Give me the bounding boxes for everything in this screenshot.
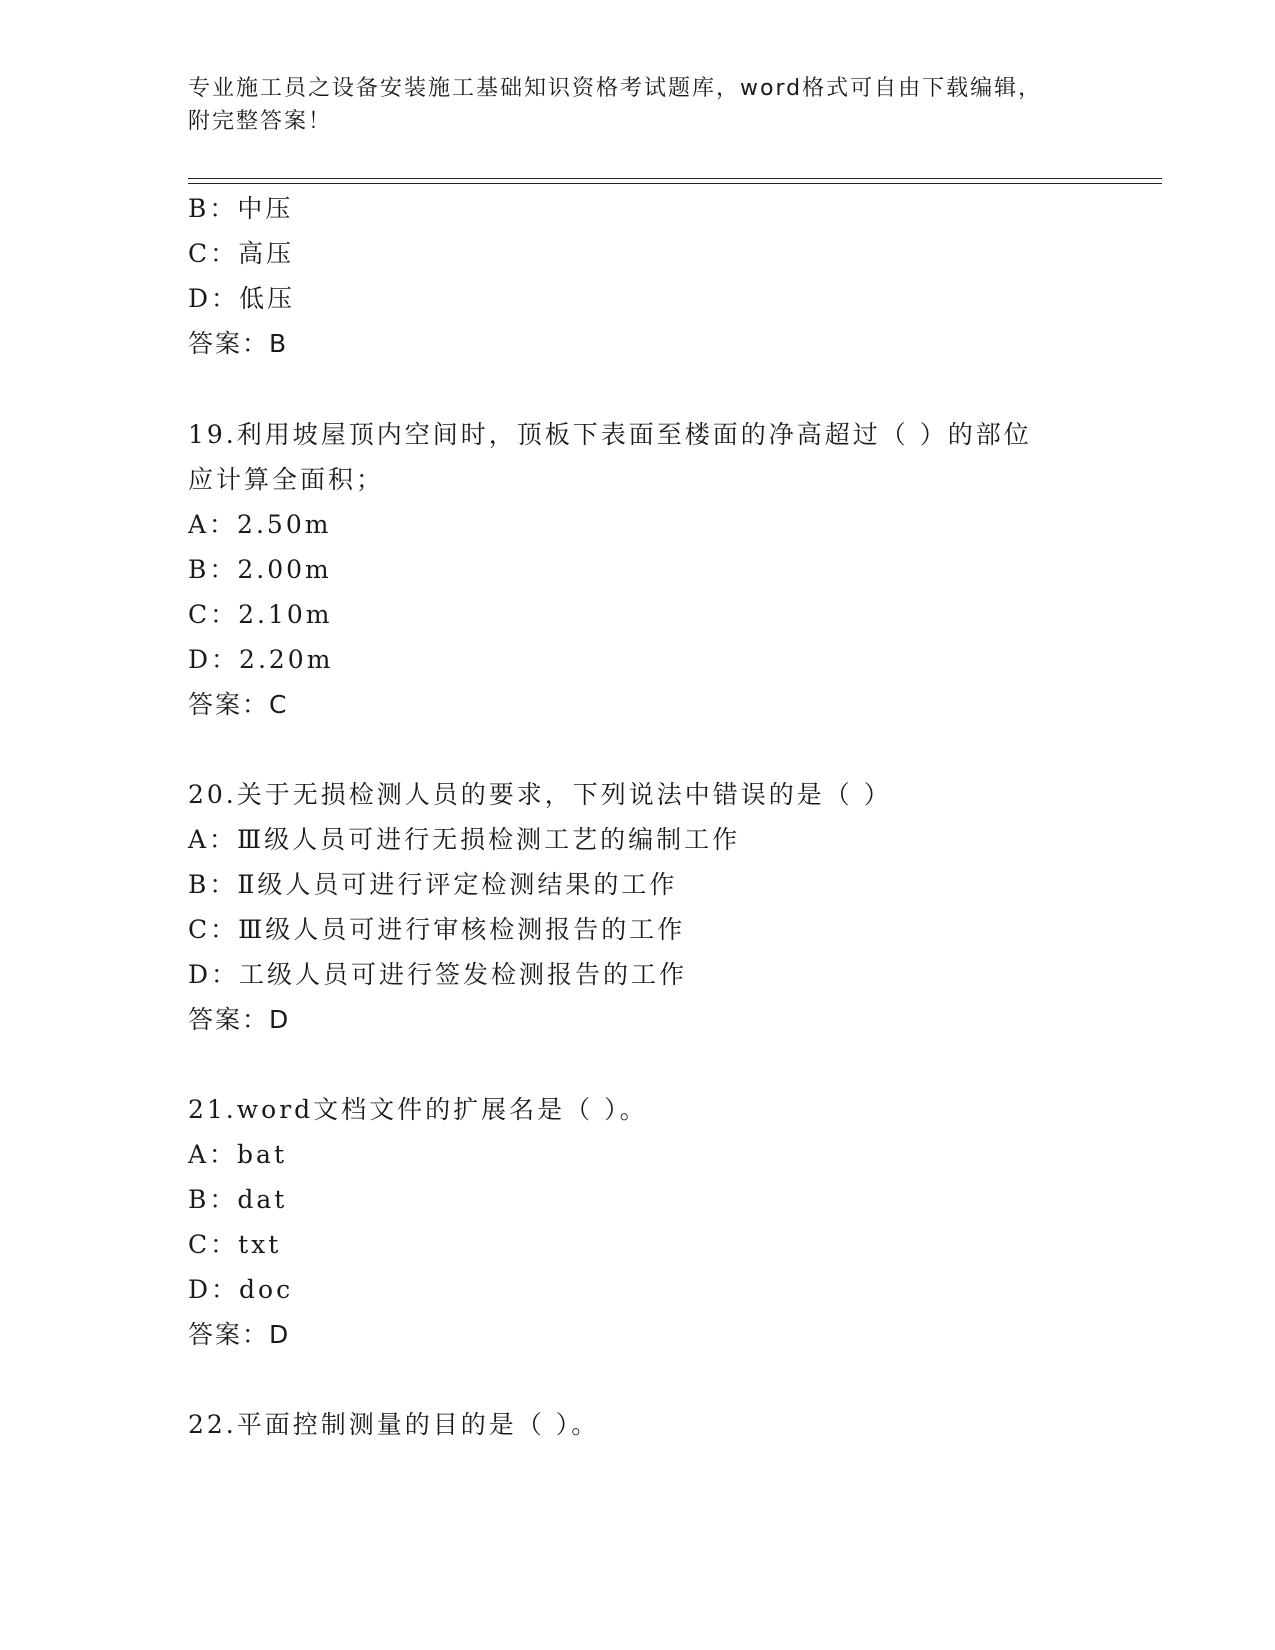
question-19-line-2: 应计算全面积； bbox=[188, 465, 385, 494]
option-d: D：低压 bbox=[188, 284, 296, 313]
option-d: D：doc bbox=[188, 1275, 294, 1304]
option-d: D：工级人员可进行签发检测报告的工作 bbox=[188, 960, 688, 989]
answer: 答案：C bbox=[188, 690, 289, 719]
header-divider-bottom bbox=[188, 183, 1162, 184]
option-a: A：2.50m bbox=[188, 510, 332, 539]
option-d: D：2.20m bbox=[188, 645, 334, 674]
option-b: B：dat bbox=[188, 1185, 288, 1214]
option-b: B：2.00m bbox=[188, 555, 332, 584]
question-20-line-1: 20.关于无损检测人员的要求，下列说法中错误的是（ ） bbox=[188, 780, 892, 809]
question-19-line-1: 19.利用坡屋顶内空间时，顶板下表面至楼面的净高超过（ ）的部位 bbox=[188, 420, 1032, 449]
option-c: C：Ⅲ级人员可进行审核检测报告的工作 bbox=[188, 915, 686, 944]
answer: 答案：D bbox=[188, 1320, 291, 1349]
option-c: C：2.10m bbox=[188, 600, 333, 629]
option-c: C：txt bbox=[188, 1230, 282, 1259]
question-22-line-1: 22.平面控制测量的目的是（ ）。 bbox=[188, 1410, 600, 1439]
header-divider-top bbox=[188, 178, 1162, 179]
option-a: A：Ⅲ级人员可进行无损检测工艺的编制工作 bbox=[188, 825, 741, 854]
option-b: B：Ⅱ级人员可进行评定检测结果的工作 bbox=[188, 870, 678, 899]
answer: 答案：D bbox=[188, 1005, 291, 1034]
option-c: C：高压 bbox=[188, 239, 295, 268]
header-line-2: 附完整答案！ bbox=[188, 109, 333, 134]
option-a: A：bat bbox=[188, 1140, 288, 1169]
answer: 答案：B bbox=[188, 329, 289, 358]
question-21-line-1: 21.word文档文件的扩展名是（ ）。 bbox=[188, 1095, 648, 1124]
header-line-1: 专业施工员之设备安装施工基础知识资格考试题库，word格式可自由下载编辑， bbox=[188, 76, 1043, 101]
document-header bbox=[188, 72, 1068, 138]
option-b: B：中压 bbox=[188, 194, 294, 223]
